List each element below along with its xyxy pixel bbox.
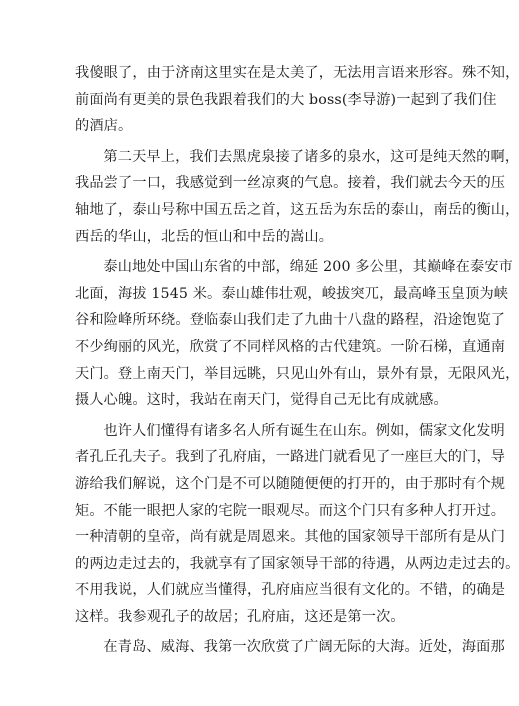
text-line: 不用我说，人们就应当懂得，孔府庙应当很有文化的。不错，的确是 [75,582,506,599]
text-line: 不少绚丽的风光，欣赏了不同样风格的古代建筑。一阶石梯，直通南 [75,338,506,355]
document-body [75,60,519,665]
paragraph-4 [75,418,519,631]
text-line: 北面，海拔 1545 米。泰山雄伟壮观，峻拔突兀，最高峰玉皇顶为峡 [75,285,509,302]
text-line: 我品尝了一口，我感觉到一丝凉爽的气息。接着，我们就去今天的压 [75,175,506,192]
text-line: 我傻眼了，由于济南这里实在是太美了，无法用言语来形容。殊不知， [75,65,519,81]
text-line: 西岳的华山，北岳的恒山和中岳的嵩山。 [75,228,334,245]
text-line: 也许人们懂得有诸多名人所有诞生在山东。例如，儒家文化发明 [103,422,505,439]
text-line: 在青岛、威海、我第一次欣赏了广阔无际的大海。近处，海面那 [103,639,505,656]
paragraph-3 [75,254,519,414]
text-line: 天门。登上南天门，举目远眺，只见山外有山，景外有景，无限风光， [75,365,519,382]
text-line: 前面尚有更美的景色我跟着我们的大 boss(李导游)一起到了我们住 [75,91,497,108]
text-line: 这样。我参观孔子的故居；孔府庙，这还是第一次。 [75,608,405,625]
text-line: 的两边走过去的，我就享有了国家领导干部的待遇，从两边走过去的。 [75,555,519,572]
text-line: 第二天早上，我们去黑虎泉接了诸多的泉水，这可是纯天然的啊， [103,148,519,165]
text-line: 者孔丘孔夫子。我到了孔府庙，一路进门就看见了一座巨大的门，导 [75,449,506,466]
text-line: 谷和险峰所环绕。登临泰山我们走了九曲十八盘的路程，沿途饱览了 [75,312,506,329]
text-line: 摄人心魄。这时，我站在南天门，觉得自己无比有成就感。 [75,392,448,409]
text-line: 泰山地处中国山东省的中部，绵延 200 多公里，其巅峰在泰安市 [103,259,514,276]
text-line: 轴地了，泰山号称中国五岳之首，这五岳为东岳的泰山，南岳的衡山， [75,201,519,218]
paragraph-1 [75,60,519,140]
text-line: 一种清朝的皇帝，尚有就是周恩来。其他的国家领导干部所有是从门 [75,529,506,546]
text-line: 矩。不能一眼把人家的宅院一眼观尽。而这个门只有多种人打开过。 [75,502,506,519]
text-line: 的酒店。 [75,118,133,135]
paragraph-2 [75,144,519,250]
text-line: 游给我们解说，这个门是不可以随随便便的打开的，由于那时有个规 [75,475,506,492]
paragraph-5 [75,634,505,661]
